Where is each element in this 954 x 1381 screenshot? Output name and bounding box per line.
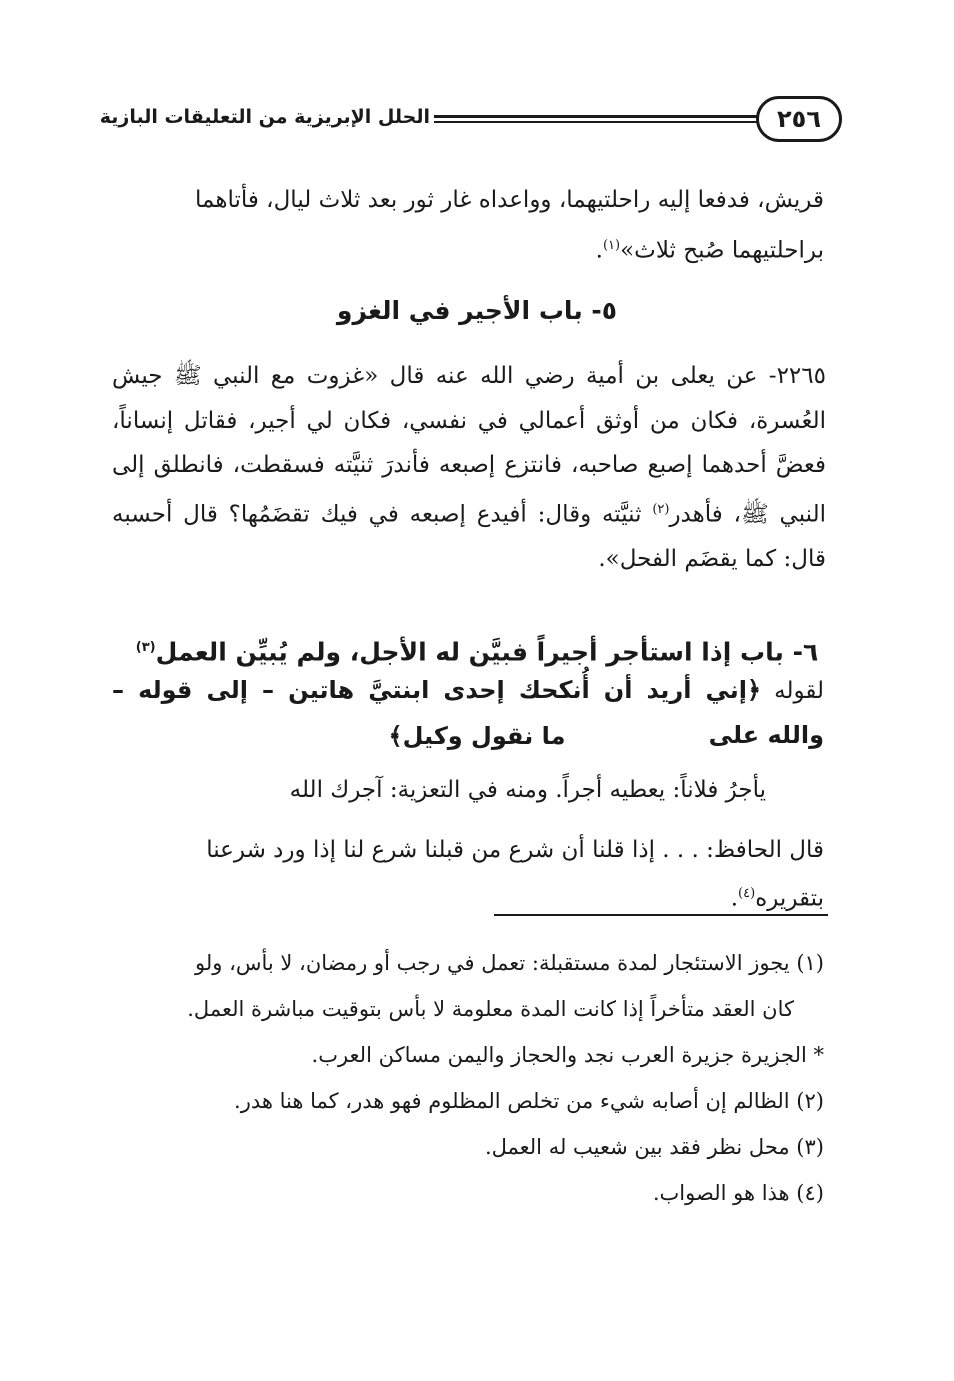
header-rule-bottom [434, 121, 758, 123]
page-number: ٢٥٦ [756, 96, 842, 142]
footnote-line: * الجزيرة جزيرة العرب نجد والحجاز واليمن مساكن العرب. [311, 1043, 824, 1067]
section-heading-5: ٥- باب الأجير في الغزو [336, 296, 618, 325]
footnote-ref-4: (٤) [738, 886, 756, 901]
quran-verse: ﴿إني أريد أن أُنكحك إحدى ابنتيَّ هاتين – إلى قوله – والله على [112, 676, 824, 749]
footnote-ref-1: (١) [602, 238, 621, 253]
footnote-line: كان العقد متأخراً إذا كانت المدة معلومة لا بأس بتوقيت مباشرة العمل. [187, 997, 794, 1021]
header-rule-top [434, 115, 758, 118]
hadith-text-part2: ثنيَّته وقال: أفيدع إصبعه في فيك تقضَمُها؟ قال أحسبه قال: كما يقضَم الفحل». [112, 501, 826, 572]
paragraph-continuation [112, 178, 824, 274]
book-title: الحلل الإبريزية من التعليقات البازية [99, 106, 430, 128]
hafiz-commentary [112, 828, 824, 921]
footnote-ref-2: (٢) [652, 501, 670, 517]
paragraph1-line2-end: . [595, 237, 603, 264]
page-header [99, 96, 842, 150]
footnote-ref-3: (٣) [135, 640, 156, 655]
header-rule [434, 115, 758, 124]
hadith-text-part1: ٢٢٦٥- عن يعلى بن أمية رضي الله عنه قال «غزوت مع النبي ﷺ جيش العُسرة، فكان من أوثق أعمالي في نفسي، فكان لي أجير، فقاتل إنساناً، فعضَّ أحدهما إصبع صاحبه، فانتزع إصبعه فأندرَ ثنيَّته فسقطت، فانطلق إلى النبي ﷺ، فأهدر [112, 363, 826, 528]
footnote-line: (٤) هذا هو الصواب. [652, 1181, 824, 1205]
quran-verse-end: ما نقول وكيل﴾ [388, 722, 566, 750]
hafiz-end: . [730, 885, 739, 912]
hadith-paragraph [112, 354, 826, 581]
footnotes [112, 940, 824, 1216]
hafiz-text: قال الحافظ: . . . إذا قلنا أن شرع من قبلنا شرع لنا إذا ورد شرعنا بتقريره [206, 837, 824, 912]
footnote-line: (٢) الظالم إن أصابه شيء من تخلص المظلوم فهو هدر، كما هنا هدر. [234, 1089, 824, 1113]
footnote-separator [494, 914, 828, 916]
paragraph1-line1: قريش، فدفعا إليه راحلتيهما، وواعداه غار ثور بعد ثلاث ليال، فأتاهما [195, 187, 824, 213]
lexical-note: يأجرُ فلاناً: يعطيه أجراً. ومنه في التعزية: آجرك الله [289, 777, 766, 803]
quran-prefix: لقوله [761, 678, 824, 704]
paragraph1-line2: براحلتيهما صُبح ثلاث» [620, 237, 824, 264]
footnote-line: (١) يجوز الاستئجار لمدة مستقبلة: تعمل في رجب أو رمضان، لا بأس، ولو [195, 951, 824, 975]
section-heading-6-text: ٦- باب إذا استأجر أجيراً فبيَّن له الأجل، ولم يُبيِّن العمل [155, 637, 819, 667]
footnote-line: (٣) محل نظر فقد بين شعيب له العمل. [484, 1135, 824, 1159]
